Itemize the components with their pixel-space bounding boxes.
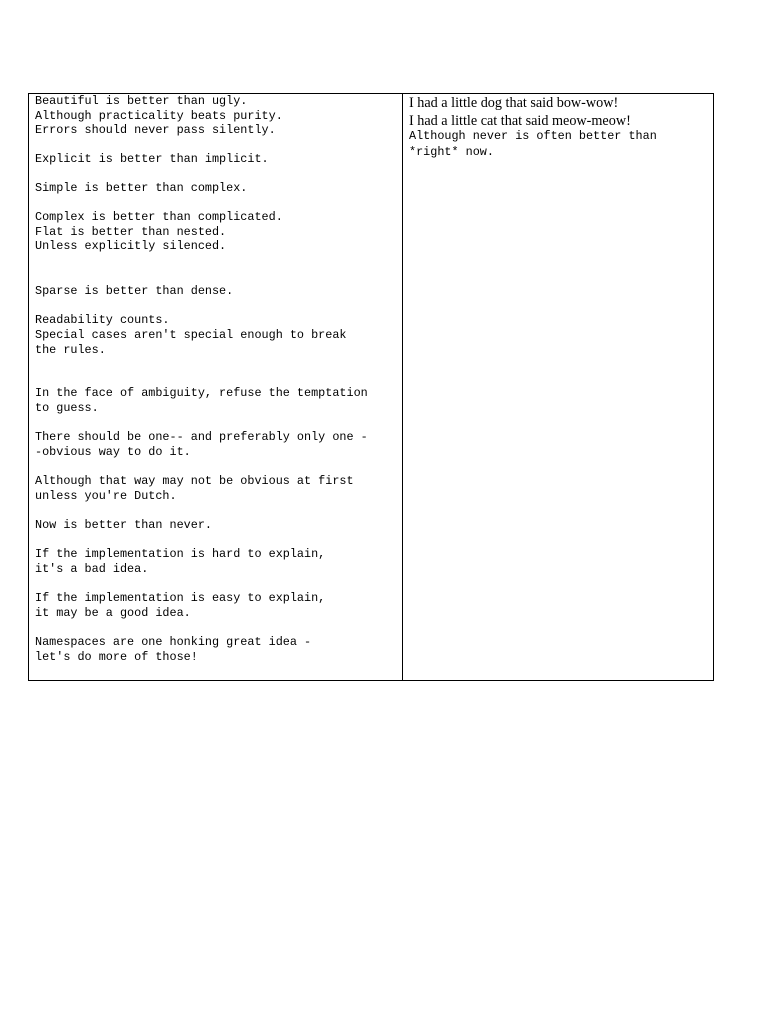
text-line: -obvious way to do it. bbox=[35, 445, 191, 459]
text-line: the rules. bbox=[35, 343, 106, 357]
text-line: If the implementation is easy to explain, bbox=[35, 591, 326, 605]
text-line: let's do more of those! bbox=[35, 650, 198, 664]
text-line: Sparse is better than dense. bbox=[35, 284, 234, 298]
text-line: If the implementation is hard to explain, bbox=[35, 547, 326, 561]
text-line: Errors should never pass silently. bbox=[35, 123, 276, 138]
text-line: *right* now. bbox=[409, 145, 494, 159]
text-line: Flat is better than nested. bbox=[35, 224, 227, 239]
text-line: unless you're Dutch. bbox=[35, 489, 177, 503]
text-line: Simple is better than complex. bbox=[35, 181, 248, 195]
text-line: Readability counts. bbox=[35, 313, 170, 327]
text-line: Unless explicitly silenced. bbox=[35, 239, 227, 254]
text-line: Beautiful is better than ugly. bbox=[35, 94, 248, 108]
text-line: Now is better than never. bbox=[35, 518, 212, 532]
text-line: Although that way may not be obvious at first bbox=[35, 474, 354, 488]
right-cell bbox=[403, 94, 713, 680]
text-line: it's a bad idea. bbox=[35, 562, 149, 576]
serif-text-line: I had a little cat that said meow-meow! bbox=[409, 113, 631, 129]
text-line: it may be a good idea. bbox=[35, 606, 191, 620]
two-column-table bbox=[28, 93, 714, 681]
text-line: Special cases aren't special enough to break bbox=[35, 328, 347, 342]
text-line: Although practicality beats purity. bbox=[35, 108, 283, 123]
left-cell bbox=[29, 94, 403, 680]
serif-text-line: I had a little dog that said bow-wow! bbox=[409, 95, 619, 111]
text-line: Although never is often better than bbox=[409, 129, 657, 143]
text-line: Explicit is better than implicit. bbox=[35, 152, 269, 166]
text-line: In the face of ambiguity, refuse the temptation bbox=[35, 386, 368, 400]
text-line: Namespaces are one honking great idea - bbox=[35, 635, 312, 649]
text-line: There should be one-- and preferably only one - bbox=[35, 430, 368, 444]
text-line: Complex is better than complicated. bbox=[35, 210, 283, 224]
text-line: to guess. bbox=[35, 401, 99, 415]
